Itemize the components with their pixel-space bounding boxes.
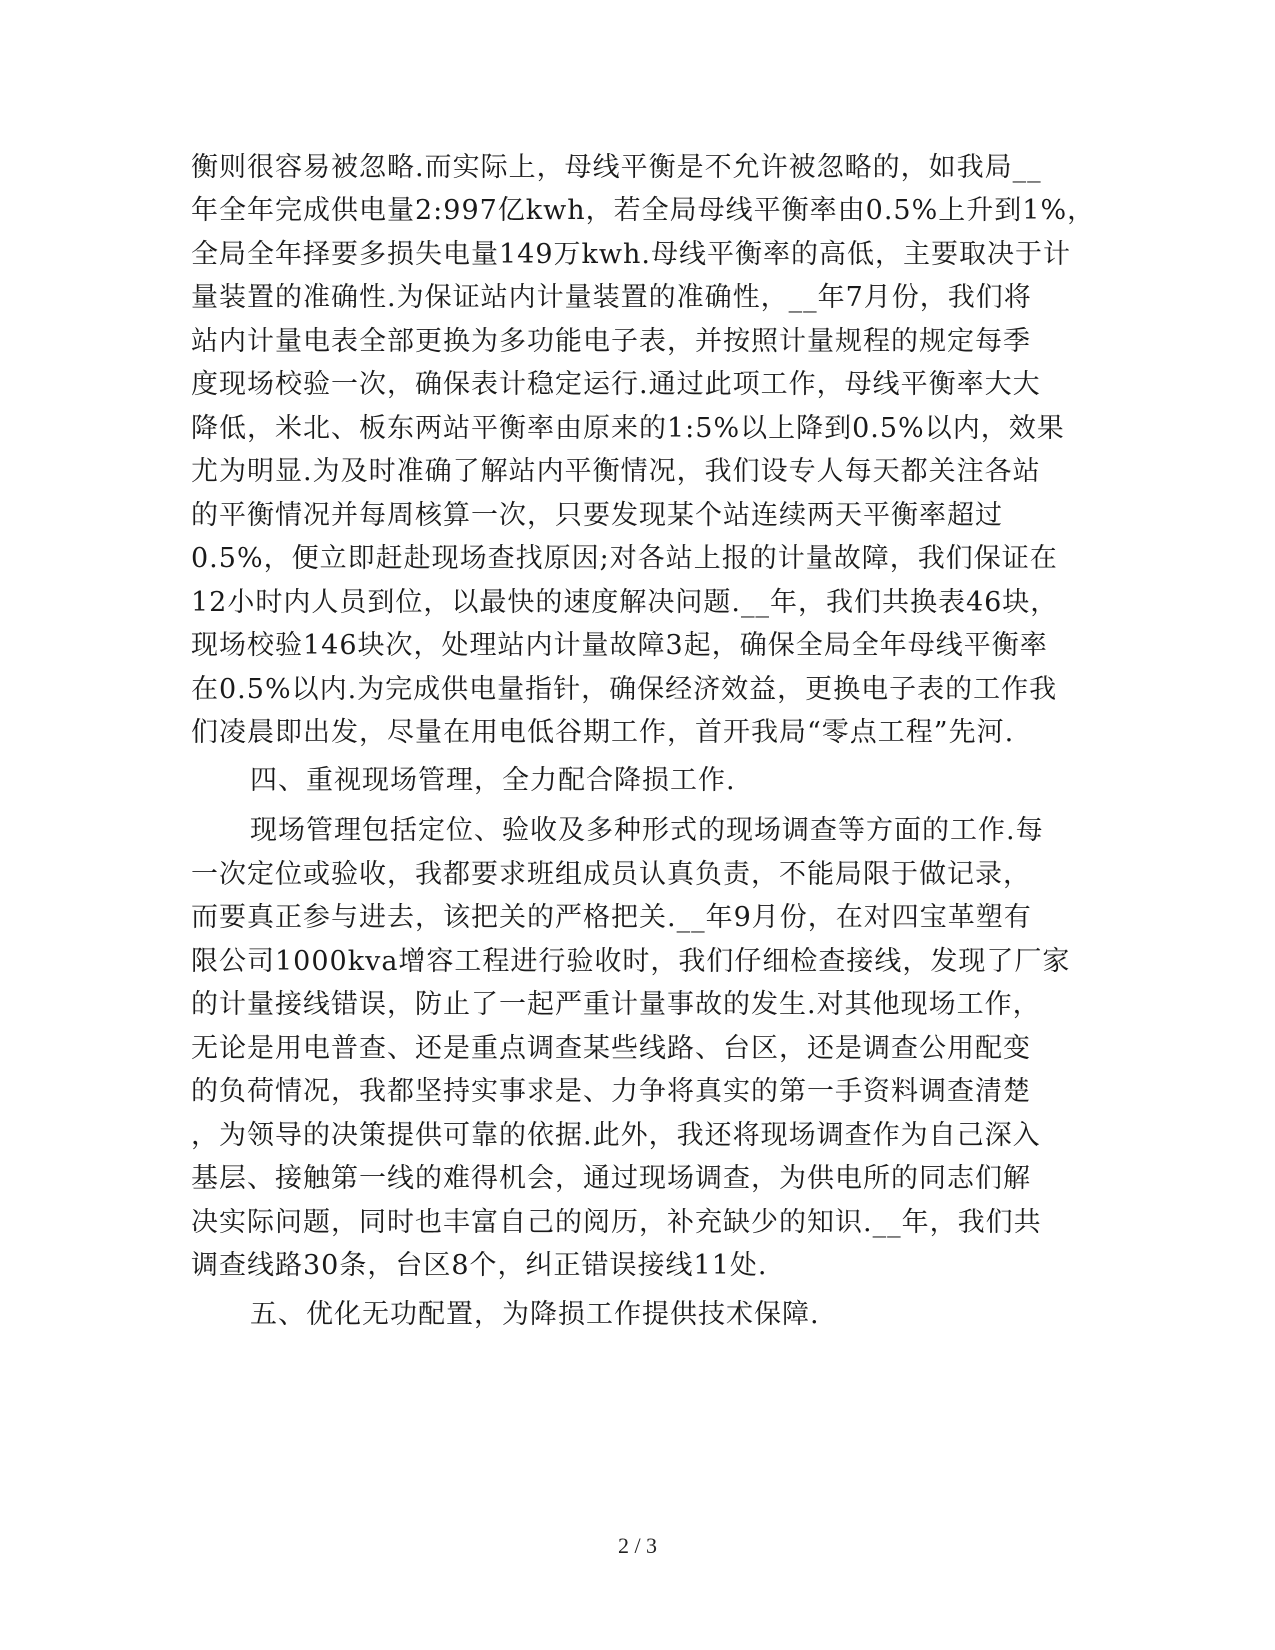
section-heading-5: 五、优化无功配置，为降损工作提供技术保障. — [250, 1299, 820, 1330]
text-line: 的平衡情况并每周核算一次，只要发现某个站连续两天平衡率超过 — [191, 500, 1003, 531]
text-line: 在0.5%以内.为完成供电量指针，确保经济效益，更换电子表的工作我 — [191, 674, 1058, 705]
text-line: 的负荷情况，我都坚持实事求是、力争将真实的第一手资料调查清楚 — [191, 1076, 1031, 1107]
text-line: 衡则很容易被忽略.而实际上，母线平衡是不允许被忽略的，如我局__ — [191, 152, 1042, 183]
text-line: 尤为明显.为及时准确了解站内平衡情况，我们设专人每天都关注各站 — [191, 456, 1041, 487]
text-line: 年全年完成供电量2:997亿kwh，若全局母线平衡率由0.5%上升到1%， — [191, 195, 1096, 226]
text-line: 基层、接触第一线的难得机会，通过现场调查，为供电所的同志们解 — [191, 1163, 1031, 1194]
page-number: 2 / 3 — [617, 1533, 658, 1558]
text-line: 而要真正参与进去，该把关的严格把关.__年9月份，在对四宝革塑有 — [191, 902, 1032, 933]
text-line: 们凌晨即出发，尽量在用电低谷期工作，首开我局“零点工程”先河. — [191, 717, 1015, 748]
text-line: 限公司1000kva增容工程进行验收时，我们仔细检查接线，发现了厂家 — [191, 946, 1071, 977]
text-line: 站内计量电表全部更换为多功能电子表，并按照计量规程的规定每季 — [191, 326, 1031, 357]
text-line: 无论是用电普查、还是重点调查某些线路、台区，还是调查公用配变 — [191, 1033, 1031, 1064]
text-line: 调查线路30条，台区8个，纠正错误接线11处. — [191, 1250, 768, 1281]
text-line: 降低，米北、板东两站平衡率由原来的1:5%以上降到0.5%以内，效果 — [191, 413, 1065, 444]
text-line: ，为领导的决策提供可靠的依据.此外，我还将现场调查作为自己深入 — [191, 1120, 1041, 1151]
text-line: 的计量接线错误，防止了一起严重计量事故的发生.对其他现场工作， — [191, 989, 1041, 1020]
section-heading-4: 四、重视现场管理，全力配合降损工作. — [250, 765, 736, 796]
text-line: 度现场校验一次，确保表计稳定运行.通过此项工作，母线平衡率大大 — [191, 369, 1041, 400]
text-line: 决实际问题，同时也丰富自己的阅历，补充缺少的知识.__年，我们共 — [191, 1207, 1042, 1238]
text-line: 现场校验146块次，处理站内计量故障3起，确保全局全年母线平衡率 — [191, 630, 1048, 661]
text-line: 全局全年择要多损失电量149万kwh.母线平衡率的高低，主要取决于计 — [191, 239, 1071, 270]
text-line: 一次定位或验收，我都要求班组成员认真负责，不能局限于做记录， — [191, 859, 1031, 890]
text-line: 现场管理包括定位、验收及多种形式的现场调查等方面的工作.每 — [250, 815, 1044, 846]
text-line: 量装置的准确性.为保证站内计量装置的准确性，__年7月份，我们将 — [191, 282, 1032, 313]
text-line: 12小时内人员到位，以最快的速度解决问题.__年，我们共换表46块， — [191, 587, 1059, 618]
text-line: 0.5%，便立即赶赴现场查找原因;对各站上报的计量故障，我们保证在 — [191, 543, 1058, 574]
